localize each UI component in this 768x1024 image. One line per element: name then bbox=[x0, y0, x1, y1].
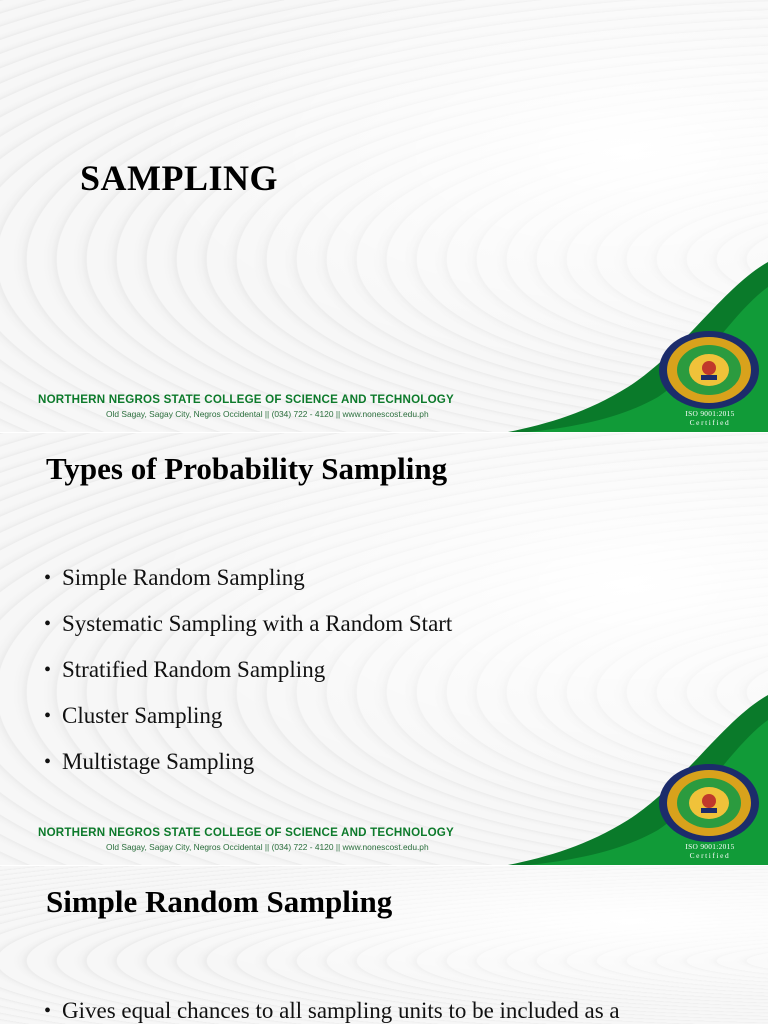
slide-footer bbox=[0, 823, 768, 865]
bullet-icon: • bbox=[44, 659, 52, 681]
bullet-icon: • bbox=[44, 567, 52, 589]
list-item: • Systematic Sampling with a Random Start bbox=[44, 609, 452, 655]
list-item: • Multistage Sampling bbox=[44, 747, 452, 793]
college-name: NORTHERN NEGROS STATE COLLEGE OF SCIENCE AND TECHNOLOGY bbox=[38, 826, 454, 839]
iso-certified-text: Certified bbox=[689, 418, 731, 427]
iso-certified-text: Certified bbox=[689, 851, 731, 860]
iso-standard-text: ISO 9001:2015 bbox=[685, 409, 735, 418]
slide-title: Simple Random Sampling bbox=[46, 884, 393, 919]
bullet-icon: • bbox=[44, 1000, 52, 1022]
slide-footer bbox=[0, 390, 768, 432]
slide-1 bbox=[0, 0, 768, 432]
list-item: • Simple Random Sampling bbox=[44, 563, 452, 609]
slide-3 bbox=[0, 866, 768, 1024]
college-address: Old Sagay, Sagay City, Negros Occidental || (034) 722 - 4120 || www.nonescost.edu.ph bbox=[106, 409, 429, 419]
slide-title: Types of Probability Sampling bbox=[46, 451, 448, 486]
bullet-icon: • bbox=[44, 751, 52, 773]
slide-title: SAMPLING bbox=[80, 158, 279, 198]
list-item: • Stratified Random Sampling bbox=[44, 655, 452, 701]
bullet-icon: • bbox=[44, 613, 52, 635]
college-name: NORTHERN NEGROS STATE COLLEGE OF SCIENCE AND TECHNOLOGY bbox=[38, 393, 454, 406]
slide-2 bbox=[0, 433, 768, 865]
bullet-list bbox=[44, 563, 452, 793]
list-item: • Cluster Sampling bbox=[44, 701, 452, 747]
bullet-list bbox=[44, 996, 620, 1024]
bullet-icon: • bbox=[44, 705, 52, 727]
list-item: • Gives equal chances to all sampling units to be included as a bbox=[44, 996, 620, 1024]
iso-standard-text: ISO 9001:2015 bbox=[685, 842, 735, 851]
college-address: Old Sagay, Sagay City, Negros Occidental || (034) 722 - 4120 || www.nonescost.edu.ph bbox=[106, 842, 429, 852]
